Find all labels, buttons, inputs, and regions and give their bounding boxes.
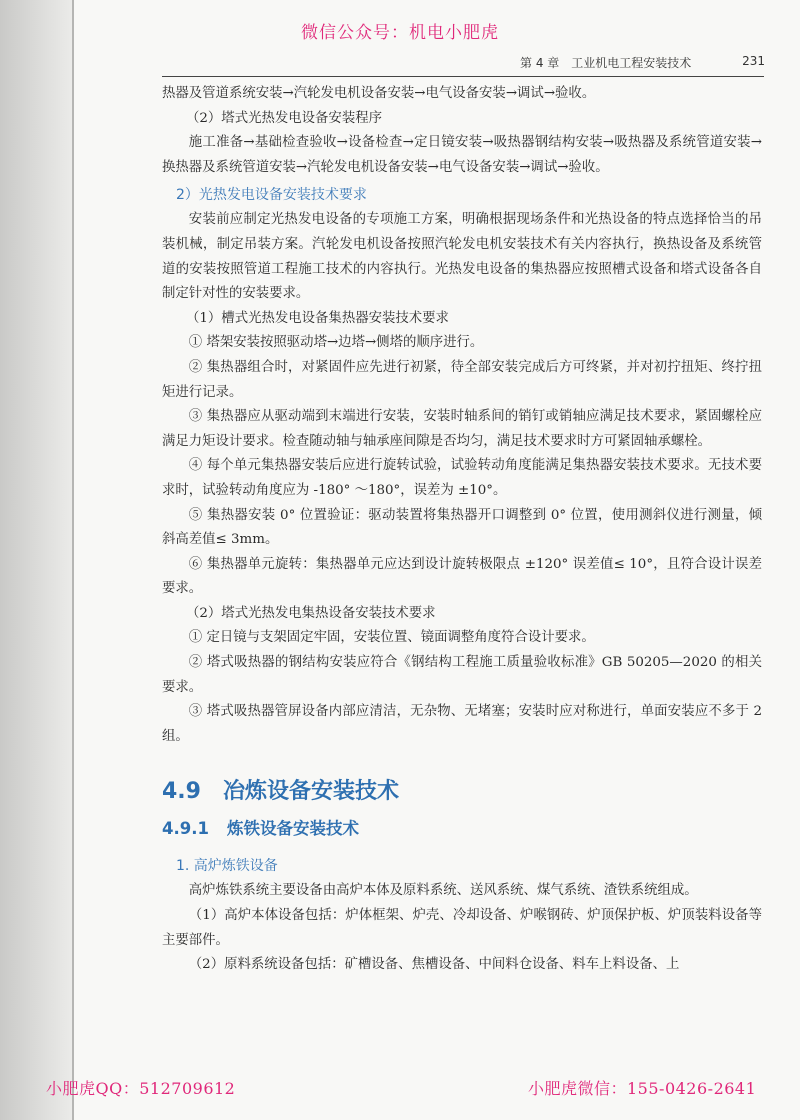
list-item: ⑥ 集热器单元旋转：集热器单元应达到设计旋转极限点 ±120° 误差值≤ 10°，且符合设计误差要求。 [162, 556, 762, 597]
running-head [520, 54, 765, 71]
list-item: ① 塔架安装按照驱动塔→边塔→侧塔的顺序进行。 [188, 335, 484, 351]
list-heading: （2）塔式光热发电集热设备安装技术要求 [186, 605, 436, 621]
list-item: ② 集热器组合时，对紧固件应先进行初紧，待全部安装完成后方可终紧，并对初拧扭矩、终拧扭矩进行记录。 [162, 359, 762, 400]
paragraph: 施工准备→基础检查验收→设备检查→定日镜安装→吸热器钢结构安装→吸热器及系统管道安装→换热器及系统管道安装→汽轮发电机设备安装→电气设备安装→调试→验收。 [162, 135, 762, 175]
list-item: ④ 每个单元集热器安装后应进行旋转试验，试验转动角度能满足集热器安装技术要求。无技术要求时，试验转动角度应为 -180° ～180°，误差为 ±10°。 [162, 458, 762, 498]
section-heading [162, 775, 762, 809]
list-item: ⑤ 集热器安装 0° 位置验证：驱动装置将集热器开口调整到 0° 位置，使用测斜仪进行测量，倾斜高差值≤ 3mm。 [162, 507, 762, 548]
subsection-title: 炼铁设备安装技术 [226, 819, 359, 839]
watermark-bottom-left: 小肥虎QQ：512709612 [46, 1079, 236, 1098]
watermark-bottom-right: 小肥虎微信：155-0426-2641 [528, 1079, 757, 1098]
paragraph: 高炉炼铁系统主要设备由高炉本体及原料系统、送风系统、煤气系统、渣铁系统组成。 [188, 883, 698, 899]
list-item: ① 定日镜与支架固定牢固，安装位置、镜面调整角度符合设计要求。 [188, 630, 595, 646]
paragraph: （2）原料系统设备包括：矿槽设备、焦槽设备、中间料仓设备、料车上料设备、上 [188, 957, 680, 973]
watermark-top: 微信公众号：机电小肥虎 [301, 23, 499, 43]
subsection-heading [162, 815, 762, 843]
list-item: ② 塔式吸热器的钢结构安装应符合《钢结构工程施工质量验收标准》GB 50205—2020 的相关要求。 [162, 655, 762, 695]
list-item: ③ 集热器应从驱动端到末端进行安装，安装时轴系间的销钉或销轴应满足技术要求，紧固螺栓应满足力矩设计要求。检查随动轴与轴承座间隙是否均匀，满足技术要求时方可紧固轴承螺栓。 [162, 409, 762, 449]
section-title: 冶炼设备安装技术 [222, 779, 399, 805]
section-number: 4.9 [162, 779, 201, 805]
list-heading: （2）塔式光热发电设备安装程序 [186, 110, 382, 126]
list-heading: （1）槽式光热发电设备集热器安装技术要求 [186, 310, 449, 326]
header-rule [162, 76, 764, 77]
paragraph: 热器及管道系统安装→汽轮发电机设备安装→电气设备安装→调试→验收。 [162, 86, 596, 101]
page-number: 231 [742, 54, 765, 68]
subsection-number: 4.9.1 [162, 819, 209, 839]
paragraph: 安装前应制定光热发电设备的专项施工方案，明确根据现场条件和光热设备的特点选择恰当的吊装机械，制定吊装方案。汽轮发电机设备按照汽轮发电机安装技术有关内容执行，换热设备及系统管道的安装按照管道工程施工技术的内容执行。光热发电设备的集热器应按照槽式设备和塔式设备各自制定针对性的安装要求。 [162, 212, 762, 302]
blue-heading: 1. 高炉炼铁设备 [176, 858, 278, 875]
blue-heading: 2）光热发电设备安装技术要求 [176, 187, 367, 204]
chapter-title: 第 4 章 工业机电工程安装技术 [520, 56, 692, 70]
page-body [162, 82, 762, 978]
book-spine-shadow [0, 0, 72, 1120]
paragraph: （1）高炉本体设备包括：炉体框架、炉壳、冷却设备、炉喉钢砖、炉顶保护板、炉顶装料设备等主要部件。 [162, 908, 762, 948]
list-item: ③ 塔式吸热器管屏设备内部应清洁，无杂物、无堵塞；安装时应对称进行，单面安装应不多于 2 组。 [162, 704, 762, 744]
